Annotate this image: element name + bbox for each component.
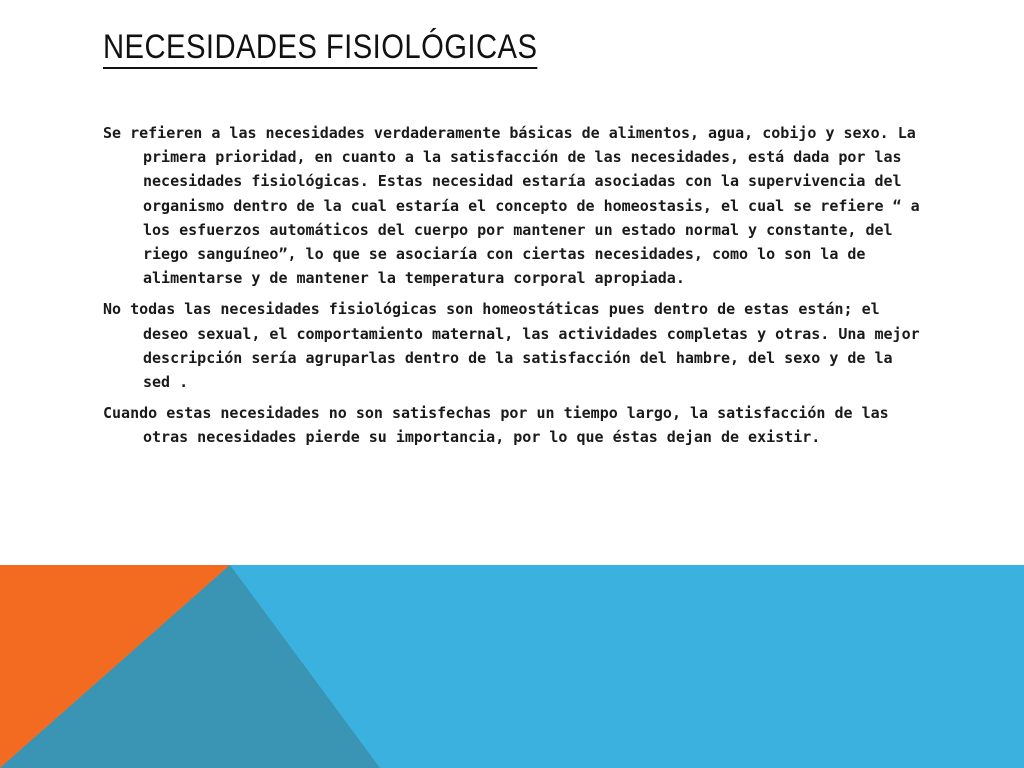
decorative-footer-shapes	[0, 565, 1024, 768]
slide-title-text: NECESIDADES FISIOLÓGICAS	[103, 28, 537, 69]
slide-body	[103, 121, 928, 457]
paragraph-3: Cuando estas necesidades no son satisfechas por un tiempo largo, la satisfacción de las otras necesidades pierde su importancia, por lo que éstas dejan de existir.	[103, 404, 889, 447]
slide-title	[103, 28, 808, 67]
paragraph-1: Se refieren a las necesidades verdaderamente básicas de alimentos, agua, cobijo y sexo. La primera prioridad, en cuanto a la satisfacción de las necesidades, está dada por las necesidades fisiológicas. Estas necesidad estaría asociadas con la supervivencia del organismo dentro de la cual estaría el concepto de homeostasis, el cual se refiere “ a los esfuerzos automáticos del cuerpo por mantener un estado normal y constante, del riego sanguíneo”, lo que se asociaría con ciertas necesidades, como lo son la de alimentarse y de mantener la temperatura corporal apropiada.	[103, 124, 920, 288]
paragraph-2: No todas las necesidades fisiológicas son homeostáticas pues dentro de estas están; el deseo sexual, el comportamiento maternal, las actividades completas y otras. Una mejor descripción sería agruparlas dentro de la satisfacción del hambre, del sexo y de la sed .	[103, 300, 920, 392]
